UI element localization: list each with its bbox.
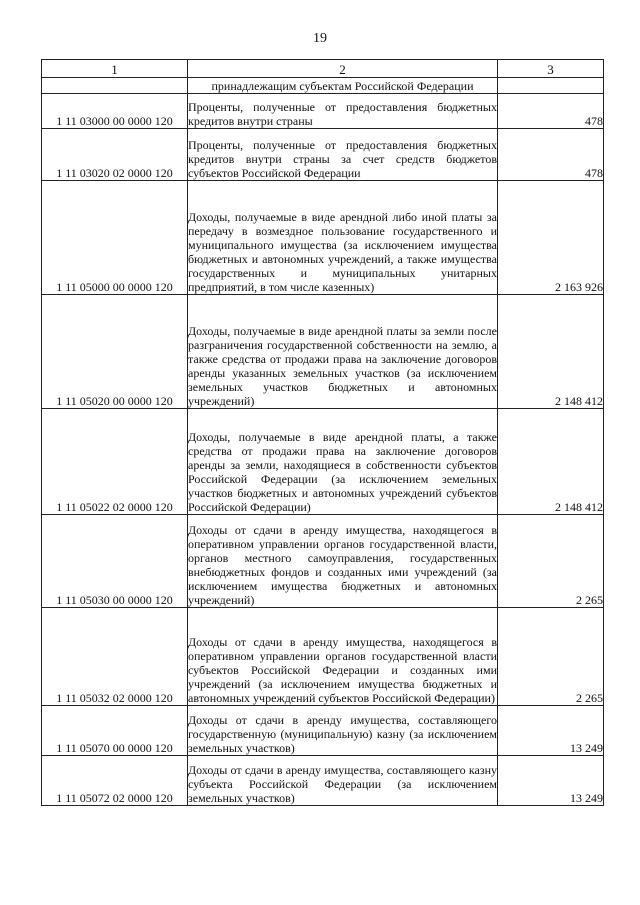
table-row [42,181,604,295]
row-code: 1 11 05022 02 0000 120 [42,409,188,515]
table-row [42,706,604,756]
row-description: Доходы от сдачи в аренду имущества, составляющего государственную (муниципальную) казну (за исключением земельных участков) [188,706,498,756]
row-code: 1 11 05072 02 0000 120 [42,756,188,806]
row-description: Доходы от сдачи в аренду имущества, находящегося в оперативном управлении органов государственной власти, органов местного самоуправления, государственных внебюджетных фондов и созданных ими учреждений (за исключением имущества бюджетных и автономных учреждений) [188,515,498,608]
column-header-amount: 3 [498,60,604,78]
row-code: 1 11 03000 00 0000 120 [42,94,188,129]
row-description: принадлежащим субъектам Российской Федерации [188,78,498,94]
table-row [42,756,604,806]
row-amount: 478 [498,94,604,129]
table-row [42,409,604,515]
table-row [42,608,604,706]
table-row [42,515,604,608]
row-code: 1 11 05030 00 0000 120 [42,515,188,608]
row-code: 1 11 05032 02 0000 120 [42,608,188,706]
row-code: 1 11 05070 00 0000 120 [42,706,188,756]
row-description: Доходы от сдачи в аренду имущества, находящегося в оперативном управлении органов государственной власти субъектов Российской Федерации и созданных ими учреждений (за исключением имущества бюджетных и автономных учреждений субъектов Российской Федерации) [188,608,498,706]
row-code: 1 11 05000 00 0000 120 [42,181,188,295]
row-amount: 2 265 [498,608,604,706]
row-description: Доходы от сдачи в аренду имущества, составляющего казну субъекта Российской Федерации (за исключением земельных участков) [188,756,498,806]
row-code: 1 11 03020 02 0000 120 [42,129,188,181]
table-header-row [42,60,604,78]
row-amount: 2 163 926 [498,181,604,295]
row-description: Проценты, полученные от предоставления бюджетных кредитов внутри страны за счет средств бюджетов субъектов Российской Федерации [188,129,498,181]
row-amount: 2 148 412 [498,409,604,515]
table-row [42,295,604,409]
row-amount: 13 249 [498,756,604,806]
row-amount: 2 265 [498,515,604,608]
revenue-table [41,59,604,806]
row-description: Проценты, полученные от предоставления бюджетных кредитов внутри страны [188,94,498,129]
page-number: 19 [313,31,327,46]
row-amount: 13 249 [498,706,604,756]
table-row [42,94,604,129]
row-amount [498,78,604,94]
row-description: Доходы, получаемые в виде арендной платы за земли после разграничения государственной собственности на землю, а также средства от продажи права на заключение договоров аренды указанных земельных участков (за исключением земельных участков бюджетных и автономных учреждений) [188,295,498,409]
column-header-description: 2 [188,60,498,78]
row-description: Доходы, получаемые в виде арендной платы, а также средства от продажи права на заключение договоров аренды за земли, находящиеся в собственности субъектов Российской Федерации (за исключением земельных участков бюджетных и автономных учреждений субъектов Российской Федерации) [188,409,498,515]
row-amount: 2 148 412 [498,295,604,409]
row-amount: 478 [498,129,604,181]
table-row [42,129,604,181]
column-header-code: 1 [42,60,188,78]
row-code: 1 11 05020 00 0000 120 [42,295,188,409]
table-row-continuation [42,78,604,94]
row-description: Доходы, получаемые в виде арендной либо иной платы за передачу в возмездное пользование государственного и муниципального имущества (за исключением имущества бюджетных и автономных учреждений, а также имущества государственных и муниципальных унитарных предприятий, в том числе казенных) [188,181,498,295]
row-code [42,78,188,94]
